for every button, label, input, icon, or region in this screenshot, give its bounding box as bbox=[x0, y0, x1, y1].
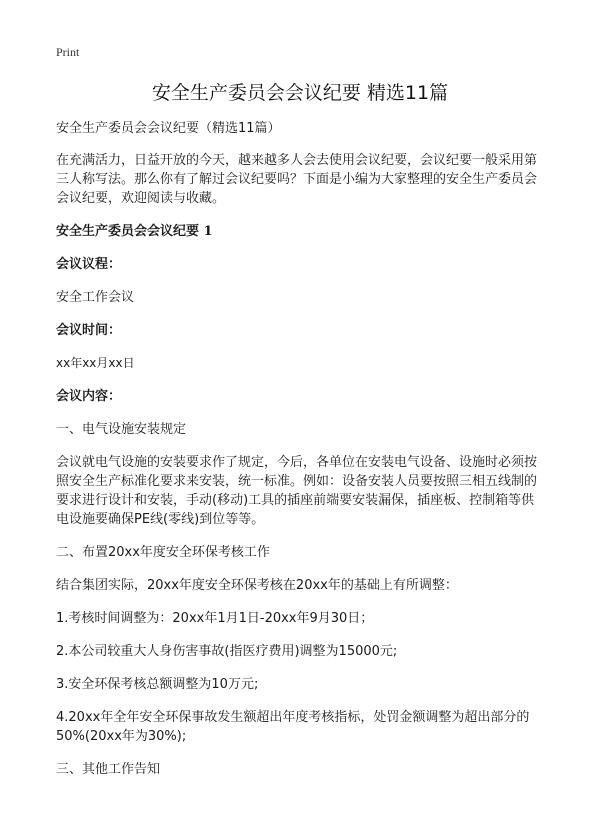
intro-paragraph: 在充满活力，日益开放的今天，越来越多人会去使用会议纪要，会议纪要一般采用第三人称写法。那么你有了解过会议纪要吗？下面是小编为大家整理的安全生产委员会会议纪要，欢迎阅读与收藏。 bbox=[56, 153, 538, 206]
item1-body: 会议就电气设施的安装要求作了规定，今后，各单位在安装电气设备、设施时必须按照安全生产标准化要求来安装，统一标准。例如：设备安装人员要按照三相五线制的要求进行设计和安装，手动(移动)工具的插座前端要安装漏保，插座板、控制箱等供电设施要确保PE线(零线)到位等等。 bbox=[56, 455, 538, 527]
document-body bbox=[56, 119, 546, 793]
agenda-label: 会议议程： bbox=[56, 257, 122, 272]
time-label: 会议时间： bbox=[56, 323, 122, 338]
agenda-value: 安全工作会议 bbox=[56, 290, 135, 305]
item2-point-3: 3.安全环保考核总额调整为10万元; bbox=[56, 677, 259, 692]
time-value: xx年xx月xx日 bbox=[56, 356, 135, 370]
item2-intro: 结合集团实际，20xx年度安全环保考核在20xx年的基础上有所调整： bbox=[56, 578, 458, 593]
section-heading: 安全生产委员会会议纪要 1 bbox=[56, 224, 213, 239]
item2-point-1: 1.考核时间调整为：20xx年1月1日-20xx年9月30日； bbox=[56, 611, 374, 626]
document-title: 安全生产委员会会议纪要 精选11篇 bbox=[151, 82, 449, 104]
item1-heading: 一、电气设施安装规定 bbox=[56, 422, 187, 437]
item2-heading: 二、布置20xx年度安全环保考核工作 bbox=[56, 545, 270, 560]
content-label: 会议内容： bbox=[56, 389, 122, 404]
item2-point-2: 2.本公司较重大人身伤害事故(指医疗费用)调整为15000元; bbox=[56, 644, 398, 659]
document-subtitle: 安全生产委员会会议纪要（精选11篇） bbox=[56, 121, 281, 136]
print-link[interactable]: Print bbox=[56, 45, 80, 59]
item3-heading: 三、其他工作告知 bbox=[56, 762, 161, 777]
item2-point-4: 4.20xx年全年安全环保事故发生额超出年度考核指标，处罚金额调整为超出部分的50%(20xx年为30%); bbox=[56, 710, 530, 744]
